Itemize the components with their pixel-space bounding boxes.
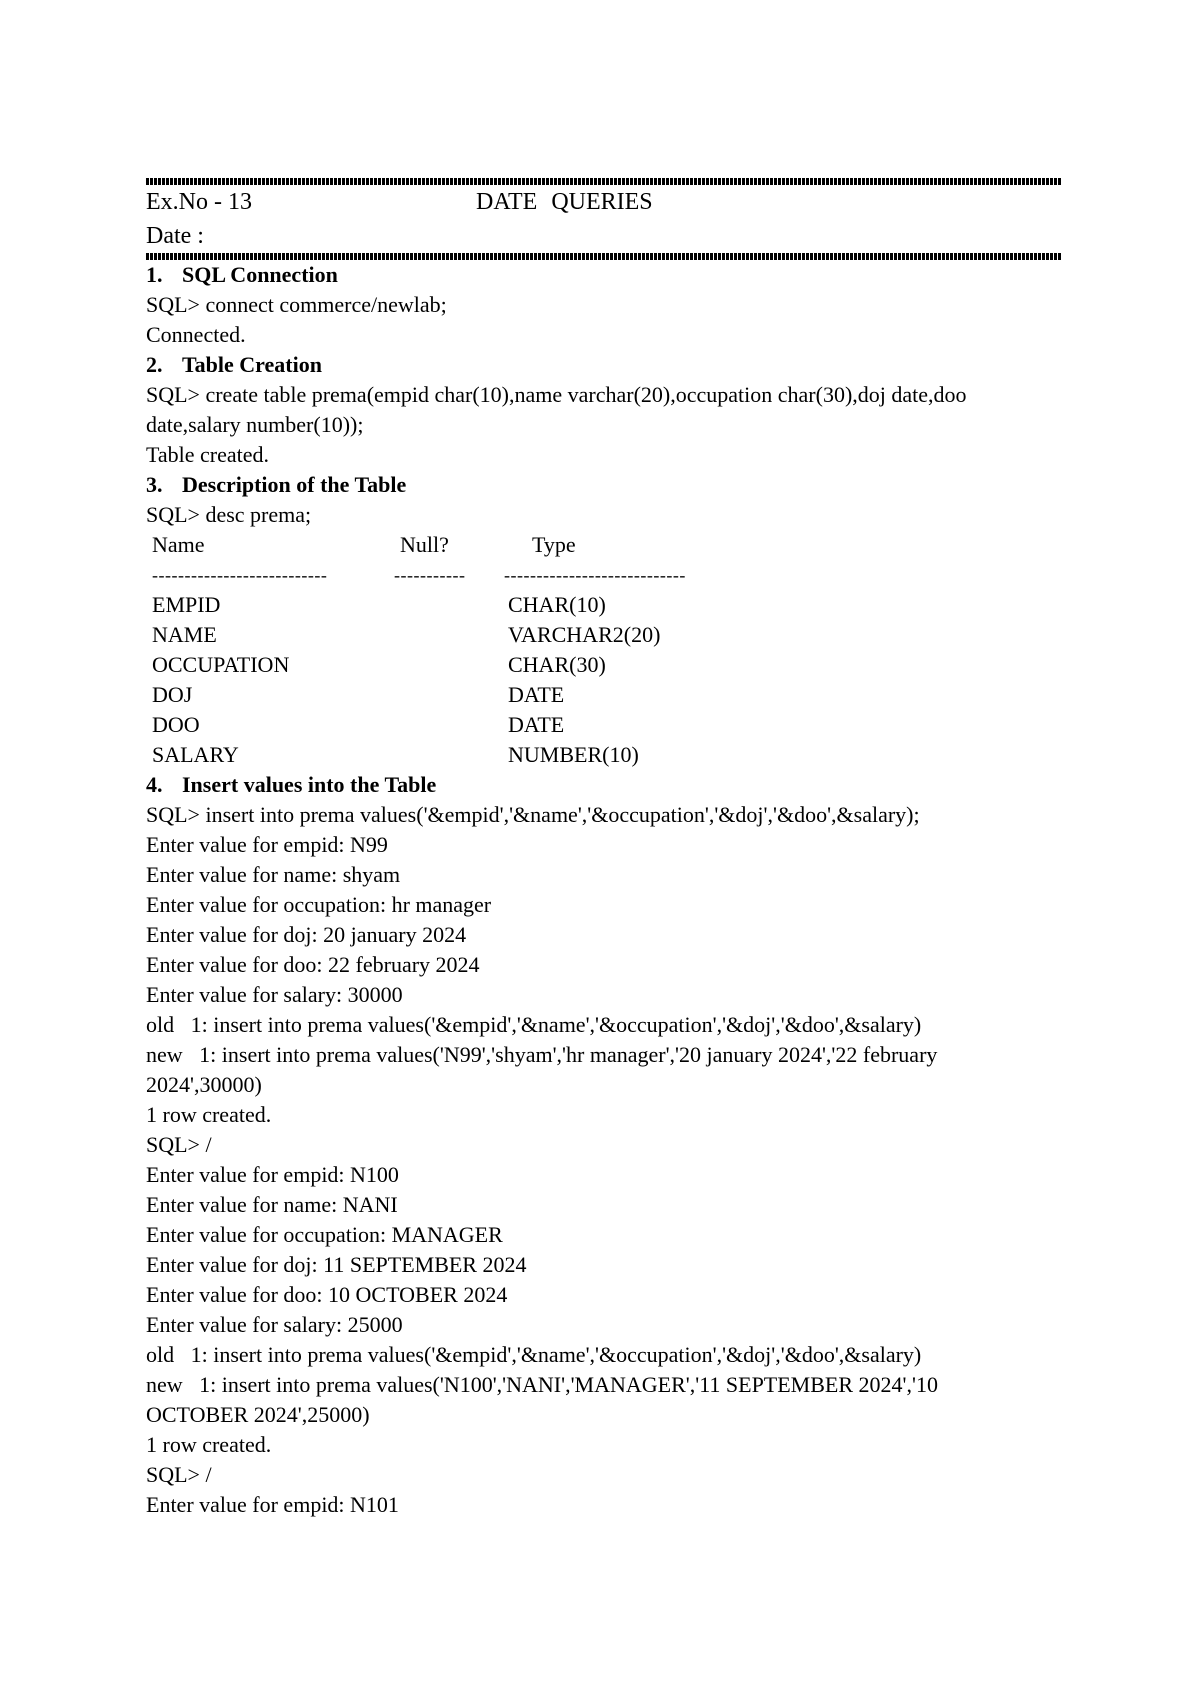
exercise-title: DATE QUERIES	[476, 189, 653, 215]
new-line: new 1: insert into prema values('N99','shyam','hr manager','20 january 2024','22 february	[146, 1042, 938, 1067]
prompt-line: Enter value for empid: N99	[146, 832, 388, 857]
document-page	[146, 178, 1062, 1520]
prompt-line: Enter value for empid: N101	[146, 1492, 399, 1517]
prompt-line: Enter value for occupation: hr manager	[146, 892, 492, 917]
code-line: date,salary number(10));	[146, 412, 364, 437]
prompt-line: Enter value for salary: 30000	[146, 982, 403, 1007]
new-line: new 1: insert into prema values('N100','NANI','MANAGER','11 SEPTEMBER 2024','10	[146, 1372, 938, 1397]
prompt-line: Enter value for doj: 11 SEPTEMBER 2024	[146, 1252, 527, 1277]
table-row: NAME VARCHAR2(20)	[152, 622, 661, 647]
section-sql-connection	[146, 260, 1062, 350]
output-line: Table created.	[146, 442, 270, 467]
prompt-line: Enter value for doo: 22 february 2024	[146, 952, 480, 977]
table-row: DOO DATE	[152, 712, 565, 737]
code-line: SQL> connect commerce/newlab;	[146, 292, 447, 317]
section-heading: 1. SQL Connection	[146, 262, 338, 287]
header-divider	[146, 253, 1062, 260]
new-line-continued: 2024',30000)	[146, 1072, 262, 1097]
prompt-line: Enter value for name: shyam	[146, 862, 401, 887]
table-row: SALARY NUMBER(10)	[152, 742, 639, 767]
output-line: Connected.	[146, 322, 246, 347]
column-header: Type	[532, 532, 576, 557]
table-header-row	[152, 530, 1062, 560]
table-row: EMPID CHAR(10)	[152, 592, 606, 617]
code-line: SQL> insert into prema values('&empid','&name','&occupation','&doj','&doo',&salary);	[146, 802, 920, 827]
new-line-continued: OCTOBER 2024',25000)	[146, 1402, 370, 1427]
prompt-line: Enter value for empid: N100	[146, 1162, 399, 1187]
describe-output-table	[152, 530, 1062, 770]
prompt-line: Enter value for name: NANI	[146, 1192, 398, 1217]
exercise-header	[146, 185, 1062, 219]
table-row: OCCUPATION CHAR(30)	[152, 652, 606, 677]
code-line: SQL> desc prema;	[146, 502, 312, 527]
column-header: Name	[152, 532, 205, 557]
old-line: old 1: insert into prema values('&empid','&name','&occupation','&doj','&doo',&salary)	[146, 1012, 922, 1037]
code-line: SQL> create table prema(empid char(10),name varchar(20),occupation char(30),doj date,doo	[146, 382, 967, 407]
section-insert-values	[146, 770, 1062, 1520]
output-line: 1 row created.	[146, 1102, 272, 1127]
exercise-number: Ex.No - 13	[146, 189, 252, 215]
section-heading: 3. Description of the Table	[146, 472, 407, 497]
top-divider	[146, 178, 1062, 185]
code-line: SQL> /	[146, 1462, 212, 1487]
table-row: DOJ DATE	[152, 682, 565, 707]
section-heading: 4. Insert values into the Table	[146, 772, 437, 797]
date-label: Date :	[146, 223, 204, 249]
prompt-line: Enter value for occupation: MANAGER	[146, 1222, 503, 1247]
table-header-separator: --------------------------- ----------- ----------------------------	[152, 565, 686, 585]
section-heading: 2. Table Creation	[146, 352, 322, 377]
column-header: Null?	[400, 532, 449, 557]
prompt-line: Enter value for salary: 25000	[146, 1312, 403, 1337]
code-line: SQL> /	[146, 1132, 212, 1157]
prompt-line: Enter value for doo: 10 OCTOBER 2024	[146, 1282, 508, 1307]
section-table-description	[146, 470, 1062, 770]
old-line: old 1: insert into prema values('&empid','&name','&occupation','&doj','&doo',&salary)	[146, 1342, 922, 1367]
prompt-line: Enter value for doj: 20 january 2024	[146, 922, 467, 947]
output-line: 1 row created.	[146, 1432, 272, 1457]
section-table-creation	[146, 350, 1062, 470]
